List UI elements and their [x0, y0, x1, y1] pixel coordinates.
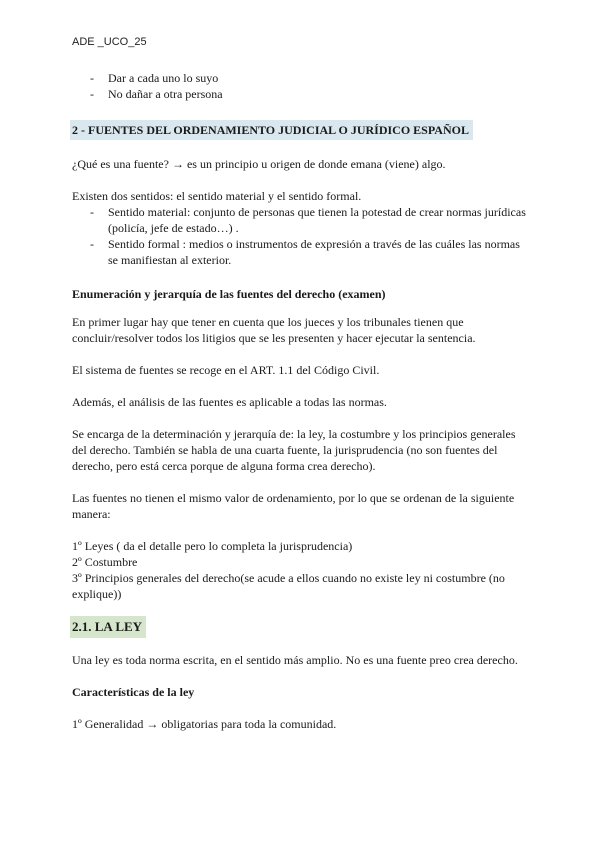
senses-list — [72, 204, 532, 268]
paragraph: Además, el análisis de las fuentes es aplicable a todas las normas. — [72, 395, 387, 409]
ley-definition: Una ley es toda norma escrita, en el sentido más amplio. No es una fuente preo crea derecho. — [72, 653, 518, 667]
paragraph: El sistema de fuentes se recoge en el ART. 1.1 del Código Civil. — [72, 363, 380, 377]
section-2-title: 2 - FUENTES DEL ORDENAMIENTO JUDICIAL O JURÍDICO ESPAÑOL — [70, 120, 473, 140]
document-body — [72, 70, 532, 732]
paragraph: En primer lugar hay que tener en cuenta que los jueces y los tribunales tienen que concluir/resolver todos los litigios que se les presenten y hacer ejecutar la sentencia. — [72, 315, 476, 345]
list-item: - No dañar a otra persona — [90, 86, 532, 102]
list-item: 3º Principios generales del derecho(se acude a ellos cuando no existe ley ni costumbre (no explique)) — [72, 571, 505, 601]
section-2-heading — [72, 120, 532, 140]
page-header: ADE _UCO_25 — [72, 36, 147, 48]
senses-intro: Existen dos sentidos: el sentido material y el sentido formal. — [72, 189, 362, 203]
list-item: 2º Costumbre — [72, 555, 138, 569]
question-paragraph: ¿Qué es una fuente? → es un principio u origen de donde emana (viene) algo. — [72, 157, 446, 171]
top-list — [72, 70, 532, 102]
section-2-1-title: 2.1. LA LEY — [70, 616, 146, 638]
section-2-1-heading — [72, 616, 532, 638]
paragraph: Las fuentes no tienen el mismo valor de ordenamiento, por lo que se ordenan de la siguiente manera: — [72, 491, 515, 521]
list-item: 1º Leyes ( da el detalle pero lo completa la jurisprudencia) — [72, 539, 353, 553]
list-item: - Dar a cada uno lo suyo — [90, 70, 532, 86]
paragraph: Se encarga de la determinación y jerarquía de: la ley, la costumbre y los principios generales del derecho. También se habla de una cuarta fuente, la jurisprudencia (no son fuentes del derecho, pero está cerca porque de alguna forma crea derecho). — [72, 427, 516, 473]
caracteristica-item: 1º Generalidad → obligatorias para toda la comunidad. — [72, 717, 337, 731]
caracteristicas-heading: Características de la ley — [72, 685, 195, 699]
list-item: - Sentido material: conjunto de personas que tienen la potestad de crear normas jurídicas (policía, jefe de estado…) . — [90, 204, 532, 236]
order-list — [72, 538, 532, 602]
enumeration-heading: Enumeración y jerarquía de las fuentes del derecho (examen) — [72, 287, 386, 301]
list-item: - Sentido formal : medios o instrumentos de expresión a través de las cuáles las normas se manifiestan al exterior. — [90, 236, 532, 268]
